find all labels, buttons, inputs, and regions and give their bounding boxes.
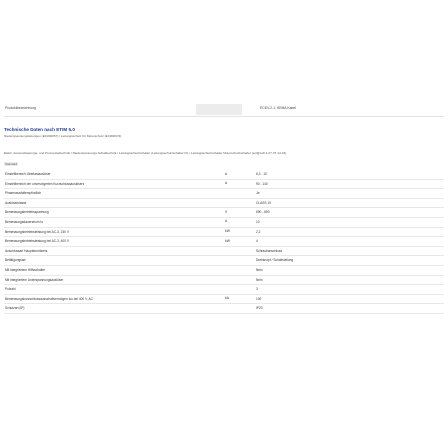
row-value: 6,3 - 10 (256, 172, 267, 176)
row-value: CLASS 10 (256, 200, 271, 205)
product-designation-row (4, 104, 444, 117)
row-label: Schutzart (IP) (5, 306, 25, 311)
table-row (4, 276, 444, 286)
row-label: Einstellbereich Überlastauslöser (5, 172, 51, 176)
table-row (4, 247, 444, 257)
row-value: Drehknopf / Schaltstellung (256, 258, 294, 263)
table-row (4, 170, 444, 180)
row-label: Bemessungsbetriebsspannung (5, 210, 49, 215)
row-value: 3 (256, 287, 258, 292)
product-designation-label: Produktbezeichnung (5, 106, 36, 110)
table-row (4, 180, 444, 190)
row-unit: V (225, 209, 228, 214)
row-unit: kW (225, 229, 230, 234)
row-label: Bemessungsbetriebsleistung bei AC-3, 400 V (5, 239, 69, 244)
row-label: Bemessungsbetriebsleistung bei AC-3, 230 V (5, 229, 69, 234)
row-value: 100 (256, 296, 262, 301)
row-label: Anschlussart Hauptstromkreis (5, 248, 48, 253)
row-unit: kA (225, 296, 229, 301)
table-row (4, 189, 444, 199)
row-value: 2,2 (256, 229, 261, 234)
table-row (4, 304, 444, 314)
row-label: Polzahl (5, 287, 16, 292)
row-label: Betätigungsart (5, 258, 26, 263)
row-value: 690 - 690 (256, 210, 270, 215)
table-row (4, 266, 444, 276)
row-label: Mit integriertem Hilfsschalter (5, 267, 46, 272)
table-row (4, 218, 444, 228)
row-value: IP20 (256, 306, 263, 311)
row-value: 4 (256, 239, 258, 244)
etim-class-line: Niederspannungsleitungen (EC000057) / Leitungsschutz für Motorschutz (EC000074) (4, 134, 122, 138)
table-row (4, 285, 444, 295)
table-row (4, 199, 444, 209)
row-value: 10 (256, 219, 260, 224)
row-label: Mit integriertem Unterspannungsauslöser (5, 277, 64, 282)
table-row (4, 228, 444, 238)
standard-tag: Standard (5, 162, 18, 166)
table-row (4, 295, 444, 305)
row-label: Auslöserklasse (5, 200, 27, 205)
table-row (4, 256, 444, 266)
row-unit: A (225, 219, 228, 224)
row-value: 90 - 140 (256, 181, 268, 186)
row-value: Schraubanschluss (256, 248, 283, 253)
row-unit: A (225, 181, 228, 186)
etim-section-title: Technische Daten nach ETIM 5.0 (4, 127, 75, 132)
product-designation-value: ECEV-2-1, KEMA Kabel (260, 106, 296, 110)
etim-description-line: Elektr. Automatisierungs- und Prozessleittechnik / Niederspannungs-Schalttechnik / Leitungsschutzschalter (Leitungsschutzschalter FI) / Leitungsschutzschalter Motorschutzschalter (ecl@ss8.1-27-37-14-01) (4, 151, 287, 155)
table-row (4, 208, 444, 218)
row-value: Nein (256, 277, 263, 282)
row-label: Bemessungskurzschlussausschaltvermögen Icu bei 400 V, AC (5, 296, 93, 301)
row-label: Bemessungsdauerstrom Iu (5, 219, 44, 224)
technical-data-table (4, 170, 444, 314)
row-value: Ja (256, 191, 260, 196)
shaded-cell (196, 104, 242, 115)
row-label: Einstellbereich der unverzögerten Kurzschlussauslösers (5, 181, 85, 186)
row-unit: A (225, 171, 228, 176)
table-row (4, 237, 444, 247)
row-unit: kW (225, 238, 230, 243)
row-label: Phasenausfallempfindlich (5, 191, 42, 196)
row-value: Nein (256, 267, 263, 272)
